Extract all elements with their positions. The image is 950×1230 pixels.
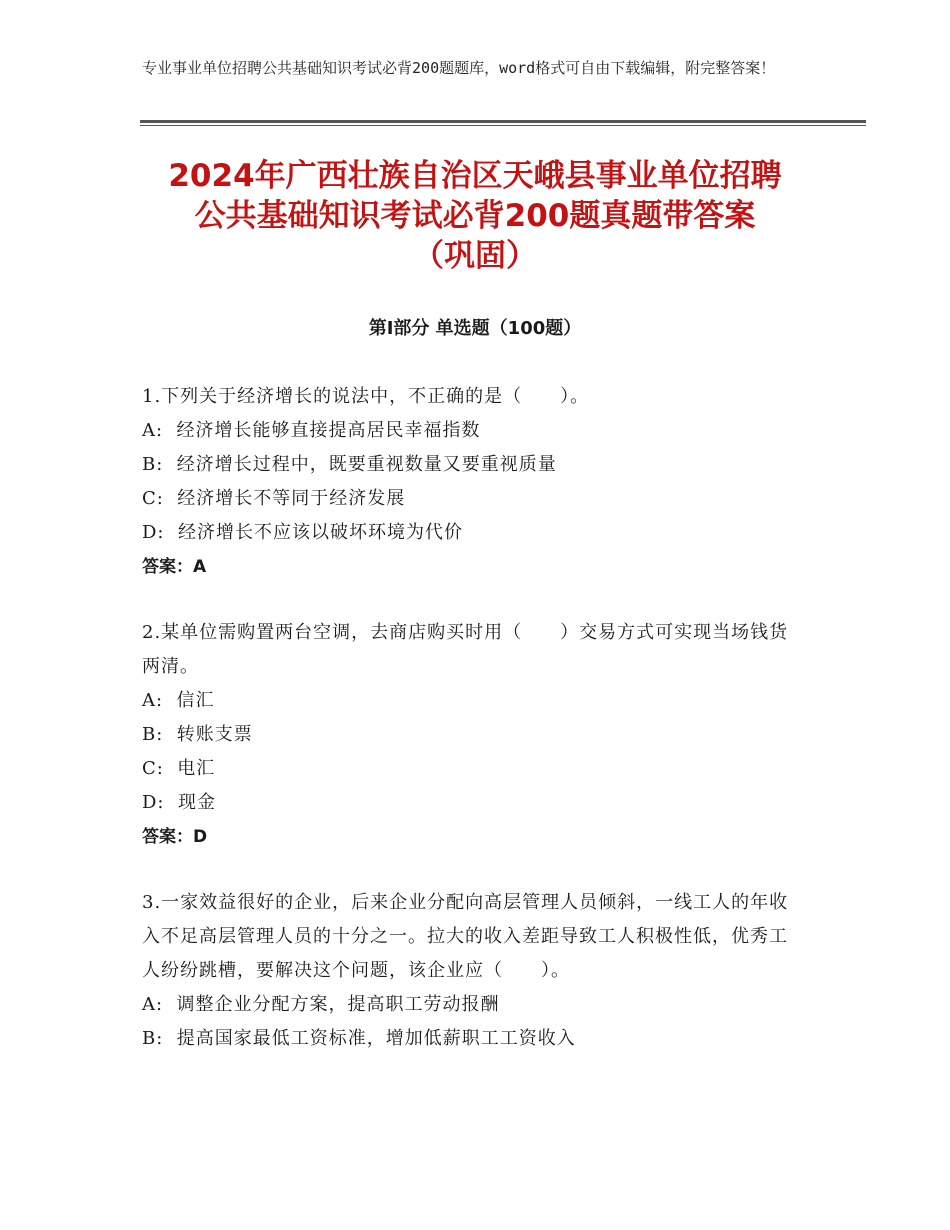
answer-label: 答案：D [142, 827, 208, 847]
option-b: B: 经济增长过程中，既要重视数量又要重视质量 [142, 454, 557, 475]
question-text: 2.某单位需购置两台空调，去商店购买时用（ ）交易方式可实现当场钱货两清。 [142, 622, 789, 677]
section-title: 第Ⅰ部分 单选题（100题） [368, 318, 582, 339]
option-a: A: 经济增长能够直接提高居民幸福指数 [142, 420, 481, 441]
question-list [142, 380, 802, 1074]
title-line-3: （巩固） [413, 238, 537, 274]
option-b: B: 提高国家最低工资标准，增加低薪职工工资收入 [142, 1028, 576, 1049]
option-b: B: 转账支票 [142, 724, 253, 745]
answer-label: 答案：A [142, 557, 207, 577]
option-d: D: 经济增长不应该以破坏环境为代价 [142, 522, 463, 543]
title-line-2: 公共基础知识考试必背200题真题带答案 [194, 198, 756, 234]
question-text: 3.一家效益很好的企业，后来企业分配向高层管理人员倾斜，一线工人的年收入不足高层管理人员的十分之一。拉大的收入差距导致工人积极性低，优秀工人纷纷跳槽，要解决这个问题，该企业应（ ）。 [142, 892, 789, 981]
option-a: A: 调整企业分配方案，提高职工劳动报酬 [142, 994, 500, 1015]
option-c: C: 经济增长不等同于经济发展 [142, 488, 406, 509]
option-c: C: 电汇 [142, 758, 216, 779]
question-3 [142, 886, 802, 1056]
option-a: A: 信汇 [142, 690, 215, 711]
question-text: 1.下列关于经济增长的说法中，不正确的是（ ）。 [142, 386, 590, 407]
question-1 [142, 380, 802, 584]
document-title [100, 156, 850, 276]
header-note: 专业事业单位招聘公共基础知识考试必背200题题库，word格式可自由下载编辑，附完整答案！ [142, 59, 776, 77]
title-line-1: 2024年广西壮族自治区天峨县事业单位招聘 [168, 158, 782, 194]
header-divider [140, 120, 866, 123]
question-2 [142, 616, 802, 854]
option-d: D: 现金 [142, 792, 216, 813]
header-divider-thin [140, 125, 866, 126]
